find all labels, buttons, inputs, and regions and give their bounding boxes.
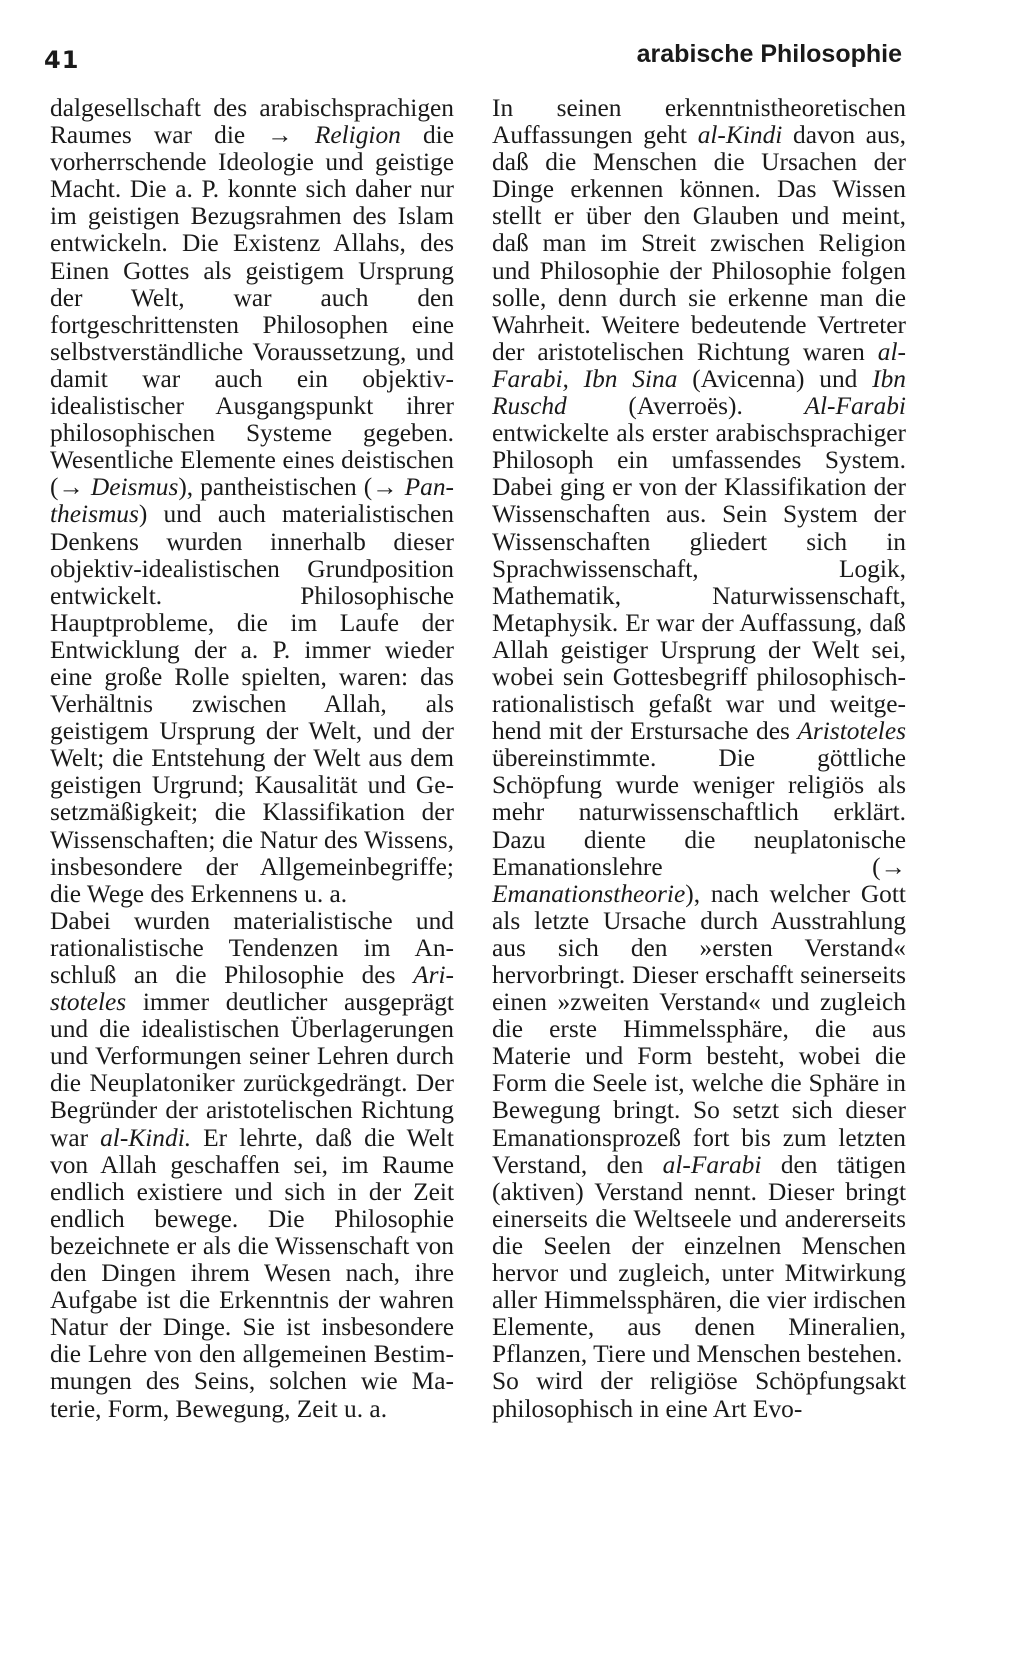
cross-reference-deismus: Deismus	[90, 473, 179, 502]
italic-name-aristoteles: Aristoteles	[50, 961, 454, 1017]
left-column	[50, 95, 454, 1423]
left-paragraph-1	[50, 95, 454, 908]
text-run: die vorherrschende Ideologie und geistige Macht. Die a. P. konnte sich daher nur im geistigen Bezugsrahmen des Islam entwickeln. Die Existenz Allahs, des Einen Gottes als geistigem Ursprung der Welt, war auch den fortgeschrittensten Philosophen eine selbstverständliche Voraussetzung, und damit war auch ein objektiv-idealistischer Ausgangspunkt ihrer philosophischen Systeme gegeben. Wesentliche Elemente eines deistischen (→	[50, 121, 454, 502]
text-run: dalgesellschaft des arabischsprachigen Raumes war die →	[50, 94, 454, 150]
cross-reference-pantheismus: Pantheismus	[50, 473, 454, 529]
italic-name-al-kindi: al-Kindi.	[100, 1123, 192, 1152]
text-run: In seinen erkenntnistheoretischen Auffassungen geht	[492, 94, 906, 150]
text-run: (Averroës).	[566, 392, 805, 421]
italic-name-aristoteles: Aristoteles	[797, 717, 906, 746]
text-run: den tätigen (aktiven) Verstand nennt. Dieser bringt einerseits die Weltseele und andererseits die Seelen der einzelnen Menschen hervor und zugleich, unter Mitwirkung aller Himmelssphären, die vier irdischen Elemente, aus denen Mineralien, Pflanzen, Tiere und Menschen bestehen.	[492, 1150, 906, 1369]
text-run: übereinstimmte. Die göttliche Schöpfung wurde weniger religiös als mehr naturwissenschaftlich erklärt. Dazu diente die neuplatonische Emanationslehre (→	[492, 744, 906, 881]
right-column	[492, 95, 906, 1423]
page-number: 41	[44, 46, 80, 74]
text-run: Er lehrte, daß die Welt von Allah geschaffen sei, im Raume endlich existiere und sich in der Zeit endlich bewege. Die Philosophie bezeichnete er als die Wissenschaft von den Dingen ihrem Wesen nach, ihre Aufgabe ist die Erkenntnis der wahren Natur der Dinge. Sie ist insbesondere die Lehre von den allgemeinen Bestimmungen des Seins, solchen wie Materie, Form, Bewegung, Zeit u. a.	[50, 1123, 454, 1423]
text-run: immer deutlicher ausgeprägt und die idealistischen Überlagerungen und Verformungen seiner Lehren durch die Neuplatoniker zurückgedrängt. Der Begründer der aristotelischen Richtung war	[50, 988, 454, 1152]
text-run: ) und auch materialistischen Denkens wurden innerhalb dieser objektiv-idealistischen Grundposition entwickelt. Philosophische Hauptprobleme, die im Laufe der Entwicklung der a. P. immer wieder eine große Rolle spielten, waren: das Verhältnis zwischen Allah, als geistigem Ursprung der Welt, und der Welt; die Entstehung der Welt aus dem geistigen Urgrund; Kausalität und Gesetzmäßigkeit; die Klassifikation der Wissenschaften; die Natur des Wissens, insbesondere der Allgemeinbegriffe; die Wege des Erkennens u. a.	[50, 500, 454, 908]
cross-reference-religion: Religion	[314, 121, 401, 150]
italic-name-ibn-ruschd: Ibn Ruschd	[492, 364, 906, 421]
left-paragraph-2	[50, 908, 454, 1423]
cross-reference-emanationstheorie: Emanationstheorie	[492, 879, 686, 908]
running-head: arabische Philosophie	[636, 40, 902, 68]
italic-name-al-farabi: Al-Farabi	[804, 392, 906, 421]
text-run: entwickelte als erster arabischsprachiger Philosoph ein umfassendes System. Dabei ging er von der Klassifikation der Wissenschaften aus. Sein System der Wissenschaften gliedert sich in Sprachwissenschaft, Logik, Mathematik, Naturwissenschaft, Metaphysik. Er war der Auffassung, daß Allah geistiger Ursprung der Welt sei, wobei sein Gottesbegriff philosophisch-rationalistisch gefaßt war und weitgehend mit der Erstursache des	[492, 419, 906, 746]
italic-name-al-farabi-ibn-sina: al-Farabi, Ibn Sina	[492, 337, 906, 393]
italic-name-al-kindi: al-Kindi	[697, 121, 783, 150]
italic-name-al-farabi: al-Farabi	[662, 1150, 762, 1179]
text-run: davon aus, daß die Menschen die Ursachen der Dinge erkennen können. Das Wissen stellt er über den Glauben und meint, daß man im Streit zwischen Religion und Philosophie der Philosophie folgen solle, denn durch sie erkenne man die Wahrheit. Weitere bedeutende Vertreter der aristotelischen Richtung waren	[492, 121, 906, 366]
right-paragraph-2: So wird der religiöse Schöpfungsakt philosophisch in eine Art Evo-	[492, 1367, 906, 1423]
right-paragraph-1	[492, 95, 906, 1368]
text-run: ), nach welcher Gott als letzte Ursache durch Ausstrahlung aus sich den »ersten Verstand« hervorbringt. Dieser erschafft seinerseits einen »zweiten Verstand« und zugleich die erste Himmelssphäre, die aus Materie und Form besteht, wobei die Form die Seele ist, welche die Sphäre in Bewegung bringt. So setzt sich dieser Emanationsprozeß fort bis zum letzten Verstand, den	[492, 879, 906, 1179]
text-run: Dabei wurden materialistische und rationalistische Tendenzen im Anschluß an die Philosophie des	[50, 906, 454, 989]
text-run: (Avicenna) und	[677, 364, 873, 393]
text-run: ), pantheistischen (→	[178, 473, 405, 502]
